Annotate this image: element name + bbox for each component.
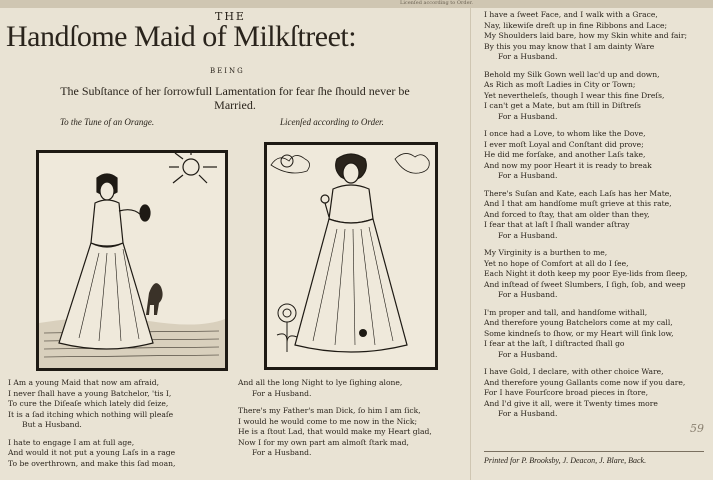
licensed-line: Licenſed according to Order. [280,117,384,127]
verse-line: And all the long Night to lye ſighing alone, [238,378,403,387]
verse-line: It is a ſad itching which nothing will pleaſe [8,409,174,419]
page-title: Handſome Maid of Milkſtreet: [6,20,357,53]
stanza [8,438,228,470]
verse-line: I have a ſweet Face, and I walk with a Grace, [484,10,658,19]
stanza [484,367,710,420]
subtitle: The Subſtance of her ſorrowfull Lamentation for fear ſhe ſhould never be Married. [60,84,410,112]
verse-line: And would it not put a young Laſs in a rage [8,448,176,457]
verse-line: To cure the Diſeaſe which lately did ſeize, [8,399,169,408]
stanza [238,406,468,459]
manuscript-number: 59 [690,422,704,435]
verse-line: Each Night it doth keep my poor Eye-lids from ſleep, [484,269,688,278]
verse-line: There's Suſan and Kate, each Laſs has her Mate, [484,188,672,198]
woodcut-right [264,142,438,370]
verse-line: To be overthrown, and make this ſad moan, [8,458,176,468]
refrain: For a Husband. [252,448,312,457]
stanza [484,248,710,301]
refrain: For a Husband. [498,230,558,240]
woodcut-right-illustration [267,145,435,367]
verse-line: Behold my Silk Gown well lac'd up and down, [484,69,660,79]
verse-line: Now I for my own part am almoſt ſtark mad, [238,437,409,447]
refrain: For a Husband. [498,52,558,61]
stanza [484,189,710,242]
verse-line: My Shoulders laid bare, how my Skin white and fair; [484,31,688,40]
verse-line: I'm proper and tall, and handſome withall, [484,307,648,317]
stanza [238,378,468,399]
verse-line: By this you may know that I am dainty Ware [484,41,655,51]
refrain: For a Husband. [498,171,558,180]
verse-line: I never ſhall have a young Batchelor, 'tis I, [8,388,172,398]
imprint: Printed for P. Brooksby, J. Deacon, J. Blare, Back. [484,456,647,465]
verse-line: Some kindneſs to ſhow, or my Heart will ſink low, [484,328,674,338]
verse-line: I Am a young Maid that now am afraid, [8,378,160,387]
verse-line: He is a ſtout Lad, that would make my Heart glad, [238,427,432,436]
title-the: THE [215,10,246,23]
refrain: For a Husband. [498,409,558,418]
verse-line: And now my poor Heart it is ready to break [484,160,652,170]
refrain: For a Husband. [498,111,558,121]
imprint-rule [484,451,704,452]
column-divider [470,0,471,480]
verse-line: Yet nevertheleſs, though I wear this fine Dreſs, [484,90,665,100]
verse-column-left [8,378,228,476]
verse-line: My Virginity is a burthen to me, [484,248,608,257]
verse-line: He did me forſake, and another Laſs take, [484,150,646,159]
verse-line: I once had a Love, to whom like the Dove, [484,129,646,138]
stanza [484,129,710,182]
top-strip-text: Licenſed according to Order. [400,0,473,6]
verse-line: And forced to ſtay, that am older than they, [484,209,650,219]
refrain: For a Husband. [498,349,558,359]
title-being: BEING [210,67,245,75]
woodcut-left-illustration [39,153,225,368]
woodcut-left [36,150,228,371]
verse-column-middle [238,378,468,466]
verse-line: I fear that at laſt I ſhall wander aſtray [484,220,630,229]
stanza [484,10,710,63]
verse-line: And I that am handſome muſt grieve at this rate, [484,199,672,208]
stanza [484,70,710,123]
verse-line: And inſtead of ſweet Slumbers, I ſigh, ſob, and weep [484,279,686,289]
verse-line: Yet no hope of Comfort at all do I ſee, [484,258,629,268]
verse-line: For I have Fourſcore broad pieces in ſtore, [484,388,649,397]
verse-line: I can't get a Mate, but am ſtill in Diſtreſs [484,101,641,110]
verse-column-right [484,10,710,427]
stanza [484,308,710,361]
verse-line: Nay, likewiſe dreſt up in fine Ribbons and Lace; [484,20,668,30]
verse-line: I ever moſt Loyal and Conſtant did prove; [484,139,644,149]
ink-blot [359,329,367,337]
refrain: But a Husband. [22,420,82,429]
stanza [8,378,228,431]
verse-line: There's my Father's man Dick, ſo him I am ſick, [238,406,421,415]
verse-line: And therefore young Batchelors come at my call, [484,318,673,327]
verse-line: I fear at the laſt, I diſtracted ſhall go [484,339,625,348]
verse-line: As Rich as moſt Ladies in City or Town; [484,80,636,89]
refrain: For a Husband. [252,388,312,398]
refrain: For a Husband. [498,290,558,299]
verse-line: I would he would come to me now in the Nick; [238,416,418,426]
top-strip [0,0,713,8]
verse-line: And I'd give it all, were it Twenty times more [484,398,658,408]
verse-line: I hate to engage I am at full age, [8,437,135,447]
verse-line: I have Gold, I declare, with other choice Ware, [484,367,664,376]
tune-line: To the Tune of an Orange. [60,117,155,127]
verse-line: And therefore young Gallants come now if you dare, [484,377,686,387]
